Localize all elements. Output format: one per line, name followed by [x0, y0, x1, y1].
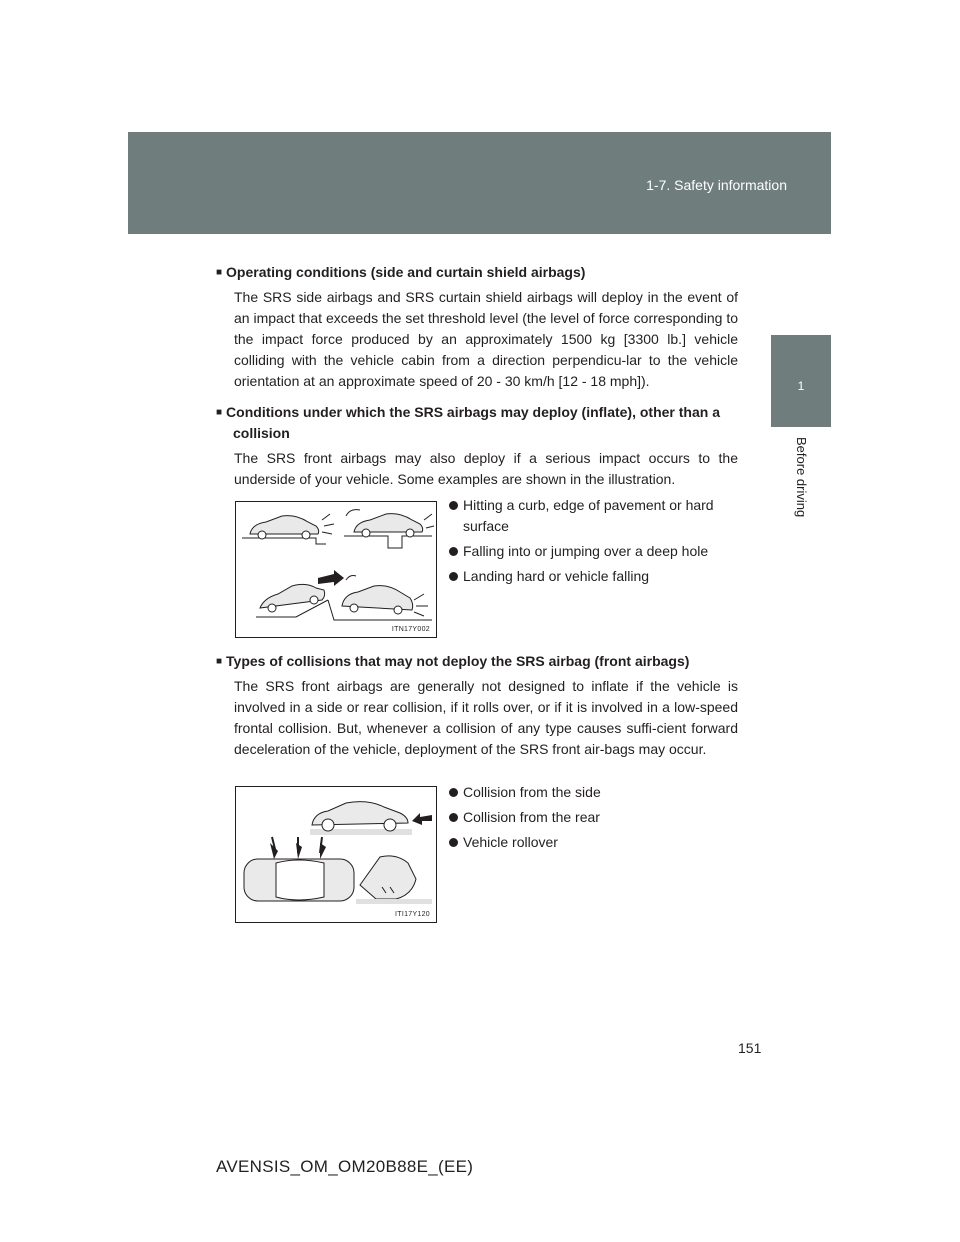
arrow-left-icon: [412, 813, 432, 825]
figure-non-deploy-collisions: [235, 786, 437, 923]
document-code: AVENSIS_OM_OM20B88E_(EE): [216, 1157, 474, 1176]
collision-types-illustration: [236, 787, 436, 922]
section-body-3: The SRS front airbags are generally not designed to inflate if the vehicle is involved in a side or rear collision, if it rolls over, or if it is involved in a low-speed frontal collision. But, whenever a collision of any type causes suffi-cient forward deceleration of the vehicle, deployment of the SRS front air-bags may occur.: [234, 678, 738, 757]
bullet-dot-icon: [449, 547, 458, 556]
bullet-dot-icon: [449, 813, 458, 822]
bullet-dot-icon: [449, 501, 458, 510]
figure-code: ITN17Y002: [391, 626, 430, 633]
section-heading-2: ■ Conditions under which the SRS airbags may deploy (inflate), other than a collision: [216, 404, 720, 441]
chapter-number: 1: [797, 379, 805, 393]
figure-underside-impacts: [235, 501, 437, 638]
section-heading-3: ■ Types of collisions that may not deploy the SRS airbag (front airbags): [216, 653, 690, 669]
list-item: Collision from the rear: [449, 807, 739, 828]
list-item: Falling into or jumping over a deep hole: [449, 541, 739, 562]
section-body-1: The SRS side airbags and SRS curtain shield airbags will deploy in the event of an impact that exceeds the set threshold level (the level of force corresponding to the impact force produced by an approximately 1500 kg [3300 lb.] vehicle colliding with the vehicle cabin from a direction perpendicu-lar to the vehicle orientation at an approximate speed of 20 - 30 km/h [12 - 18 mph]).: [234, 289, 738, 389]
bullet-dot-icon: [449, 572, 458, 581]
figure-2-bullet-list: [449, 782, 739, 857]
bullet-dot-icon: [449, 838, 458, 847]
list-item: Hitting a curb, edge of pavement or hard surface: [449, 495, 739, 537]
bullet-dot-icon: [449, 788, 458, 797]
square-bullet-icon: ■: [216, 267, 223, 278]
arrow-right-icon: [318, 570, 344, 586]
square-bullet-icon: ■: [216, 407, 223, 418]
square-bullet-icon: ■: [216, 656, 223, 667]
section-title: 1-7. Safety information: [646, 177, 787, 193]
list-item: Collision from the side: [449, 782, 739, 803]
figure-1-bullet-list: [449, 495, 739, 591]
chapter-tab[interactable]: [771, 335, 831, 427]
list-item: Vehicle rollover: [449, 832, 739, 853]
car-impact-illustration: [236, 502, 436, 637]
chapter-label: Before driving: [794, 437, 809, 518]
section-body-2: The SRS front airbags may also deploy if a serious impact occurs to the underside of your vehicle. Some examples are shown in the illustration.: [234, 450, 738, 487]
figure-code: ITI17Y120: [395, 911, 430, 918]
list-item: Landing hard or vehicle falling: [449, 566, 739, 587]
page-number: 151: [738, 1040, 762, 1056]
header-band: [128, 132, 831, 234]
section-heading-1: ■ Operating conditions (side and curtain shield airbags): [216, 264, 586, 280]
